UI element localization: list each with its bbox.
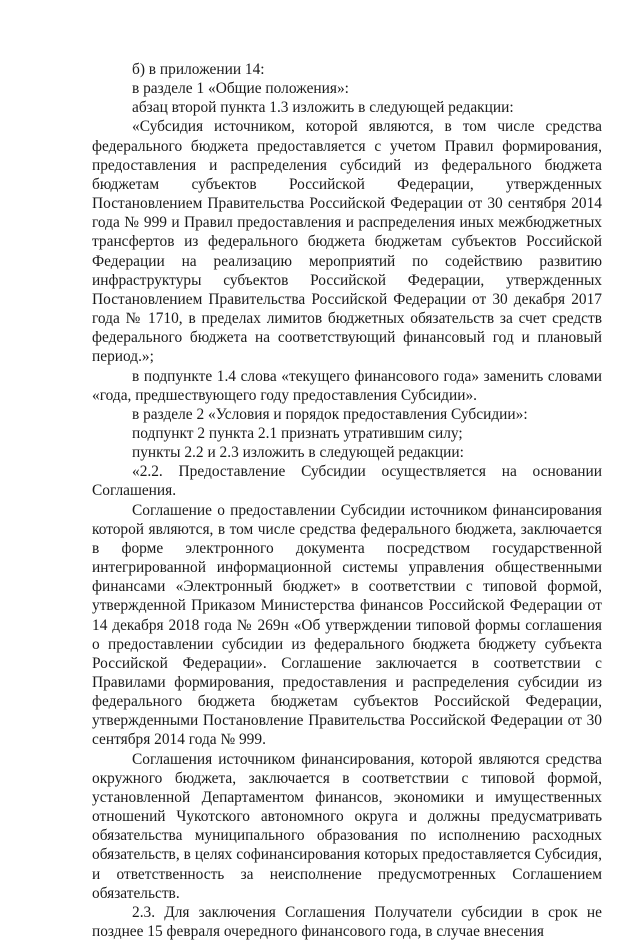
paragraph-clause-1-3: абзац второй пункта 1.3 изложить в следующей редакции: xyxy=(132,99,514,117)
paragraph-subsidy-source: «Субсидия источником, которой являются, в том числе средства федерального бюджета предоставляется с учетом Правил формирования, предоставления и распределения субсидий из федерального бюджета бюджетам субъектов Российской Федерации, утвержденных Постановлением Правительства Российской Федерации от 30 сентября 2014 года № 999 и Правил предоставления и распределения иных межбюджетных трансфертов из федерального бюджета бюджетам субъектов Российской Федерации на реализацию мероприятий по содействию развитию инфраструктуры субъектов Российской Федерации, утвержденных Постановлением Правительства Российской Федерации от 30 декабря 2017 года № 1710, в пределах лимитов бюджетных обязательств за счет средств федерального бюджета на соответствующий финансовый год и плановый период.»; xyxy=(92,118,602,366)
paragraph-item-b-appendix-14: б) в приложении 14: xyxy=(132,61,265,78)
paragraph-clause-2-3: 2.3. Для заключения Соглашения Получатели субсидии в срок не позднее 15 февраля очередного финансового года, в случае внесения xyxy=(92,903,602,941)
paragraph-agreement-district: Соглашения источником финансирования, которой являются средства окружного бюджета, заключается в соответствии с типовой формой, установленной Департаментом финансов, экономики и имущественных отношений Чукотского автономного округа и должны предусматривать обязательства муниципального образования по исполнению расходных обязательств, в целях софинансирования которых предоставляется Субсидия, и ответственность за неисполнение предусмотренных Соглашением обязательств. xyxy=(92,750,602,902)
document-body xyxy=(92,60,602,941)
paragraph-clause-2-2: «2.2. Предоставление Субсидии осуществляется на основании Соглашения. xyxy=(92,463,602,500)
paragraph-section-2: в разделе 2 «Условия и порядок предоставления Субсидии»: xyxy=(132,405,528,423)
paragraph-section-1: в разделе 1 «Общие положения»: xyxy=(132,80,349,98)
paragraph-subclause-1-4: в подпункте 1.4 слова «текущего финансового года» заменить словами «года, предшествующего году предоставления Субсидии». xyxy=(92,367,602,404)
paragraph-agreement-federal: Соглашение о предоставлении Субсидии источником финансирования которой являются, в том числе средства федерального бюджета, заключается в форме электронного документа посредством государственной интегрированной информационной системы управления общественными финансами «Электронный бюджет» в соответствии с типовой формой, утвержденной Приказом Министерства финансов Российской Федерации от 14 декабря 2018 года № 269н «Об утверждении типовой формы соглашения о предоставлении субсидии из федерального бюджета бюджету субъекта Российской Федерации». Соглашение заключается в соответствии с Правилами формирования, предоставления и распределения субсидии из федерального бюджета бюджетам субъектов Российской Федерации, утвержденными Постановление Правительства Российской Федерации от 30 сентября 2014 года № 999. xyxy=(92,501,602,749)
paragraph-clauses-2-2-2-3: пункты 2.2 и 2.3 изложить в следующей редакции: xyxy=(132,444,464,462)
paragraph-subclause-2-1: подпункт 2 пункта 2.1 признать утратившим силу; xyxy=(132,424,463,442)
